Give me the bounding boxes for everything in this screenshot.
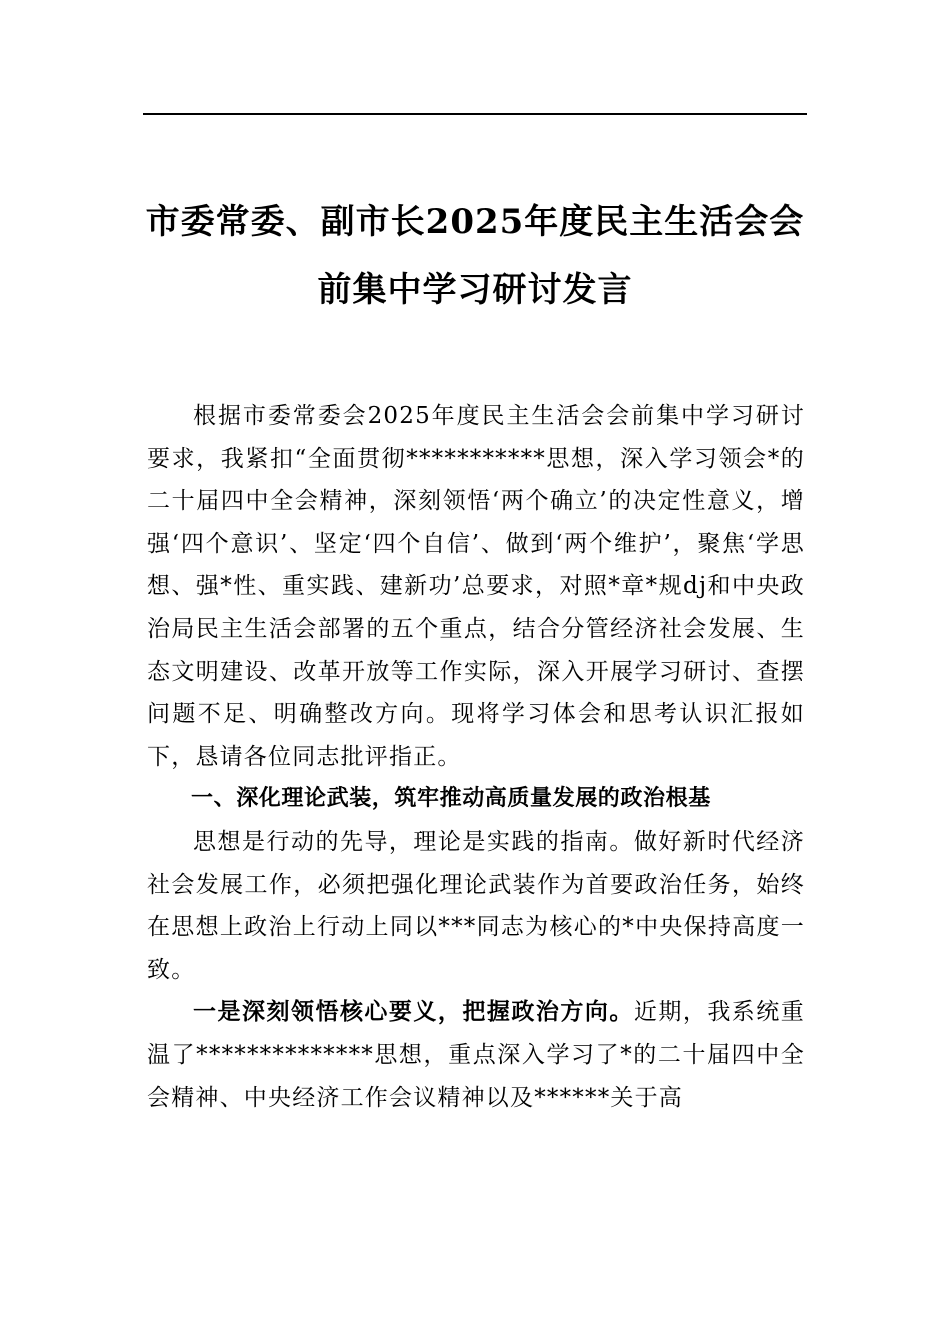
section-1-heading: 一、深化理论武装，筑牢推动高质量发展的政治根基 — [191, 786, 711, 812]
point-1-lead: 一是深刻领悟核心要义，把握政治方向。 — [193, 999, 634, 1026]
header-rule — [143, 113, 807, 115]
document-body — [147, 395, 805, 1119]
title-line-2: 前集中学习研讨发言 — [317, 270, 633, 310]
document-title — [143, 188, 807, 324]
title-line-1: 市委常委、副市长2025年度民主生活会会 — [145, 202, 805, 242]
point-1-text: 近期，我系统重温了**************思想，重点深入学习了*的二十届四中全会精神、中央经济工作会议精神以及******关于高 — [147, 999, 805, 1111]
section-1-paragraph: 思想是行动的先导，理论是实践的指南。做好新时代经济社会发展工作，必须把强化理论武装作为首要政治任务，始终在思想上政治上行动上同以***同志为核心的*中央保持高度一致。 — [147, 828, 805, 983]
intro-paragraph: 根据市委常委会2025年度民主生活会会前集中学习研讨要求，我紧扣“全面贯彻***********思想，深入学习领会*的二十届四中全会精神，深刻领悟‘两个确立’的决定性意义，增强‘四个意识’、坚定‘四个自信’、做到‘两个维护’，聚焦‘学思想、强*性、重实践、建新功’总要求，对照*章*规dj和中央政治局民主生活会部署的五个重点，结合分管经济社会发展、生态文明建设、改革开放等工作实际，深入开展学习研讨、查摆问题不足、明确整改方向。现将学习体会和思考认识汇报如下，恳请各位同志批评指正。 — [147, 403, 805, 770]
point-1-paragraph — [147, 991, 805, 1119]
